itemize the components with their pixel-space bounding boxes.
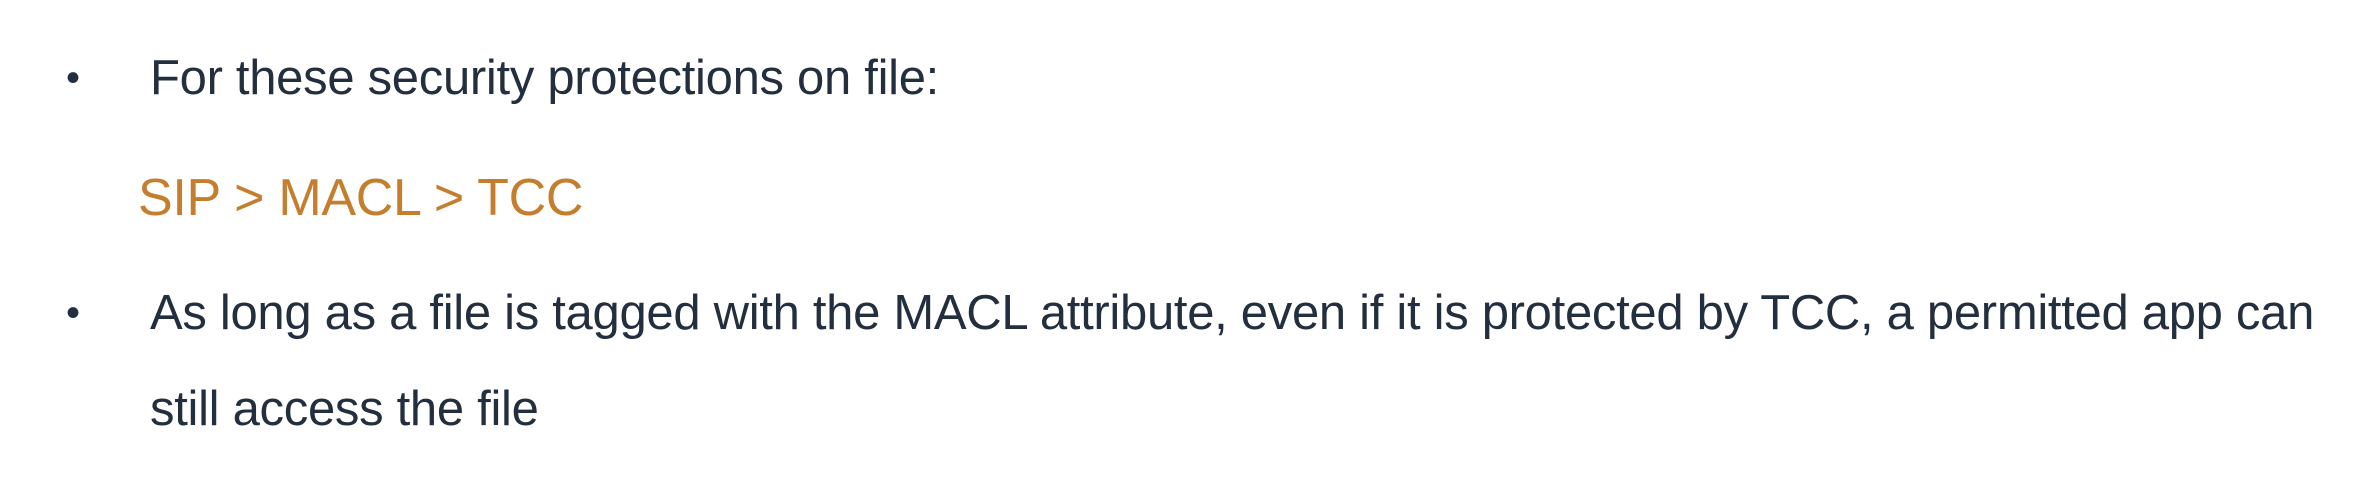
bullet-marker: • xyxy=(66,56,81,100)
bullet-item-macl-attribute xyxy=(0,265,2370,457)
precedence-order-text: SIP > MACL > TCC xyxy=(138,169,584,227)
bullet-text: For these security protections on file: xyxy=(150,51,940,105)
bullet-marker: • xyxy=(66,291,81,335)
bullet-text: As long as a file is tagged with the MACL attribute, even if it is protected by TCC, a permitted app can still access the file xyxy=(150,286,2315,436)
bullet-item-security-protections xyxy=(0,30,2370,126)
